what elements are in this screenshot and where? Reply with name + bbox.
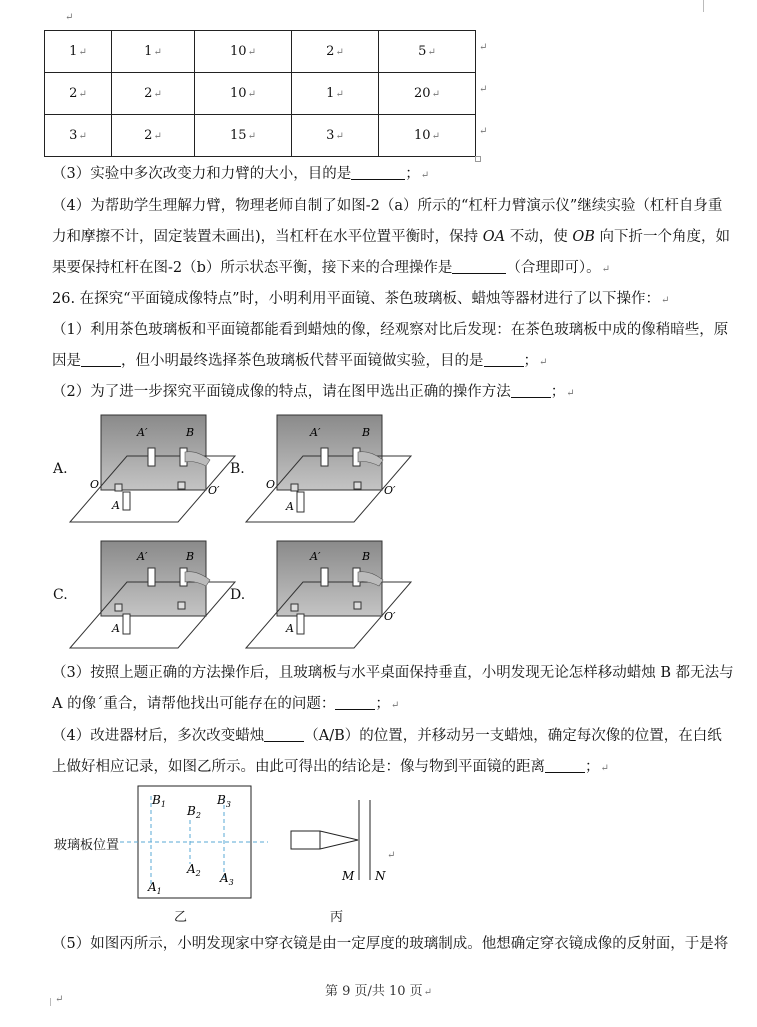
answer-blank[interactable] xyxy=(511,383,551,398)
table-cell: 20↵ xyxy=(379,73,476,115)
question-26-5: （5）如图丙所示，小明发现家中穿衣镜是由一定厚度的玻璃制成。他想确定穿衣镜成像的反射面，于是将 xyxy=(52,936,729,952)
question-26-4-line1: （4）改进器材后，多次改变蜡烛 （A/B）的位置，并移动另一支蜡烛，确定每次像的位置，在白纸 xyxy=(52,728,722,744)
label-b: B xyxy=(362,550,371,563)
answer-blank[interactable] xyxy=(452,259,506,274)
label-a: A xyxy=(112,499,120,512)
table-cell: 2↵ xyxy=(45,73,112,115)
label-a: A xyxy=(286,622,294,635)
label-n: N xyxy=(375,869,386,883)
table-row xyxy=(45,73,476,115)
label-b1: B xyxy=(152,793,161,807)
option-a-label[interactable]: A. xyxy=(53,461,68,477)
label-b: B xyxy=(362,426,371,439)
label-o: O xyxy=(90,478,100,491)
label-a-prime: A′ xyxy=(310,550,321,563)
page-footer: 第 9 页/共 10 页↵ xyxy=(324,984,433,999)
question-26-intro: 26. 在探究“平面镜成像特点”时，小明利用平面镜、茶色玻璃板、蜡烛等器材进行了以下操作：↵ xyxy=(52,291,670,307)
table-cell: 5↵ xyxy=(379,31,476,73)
label-o-prime: O′ xyxy=(384,610,396,623)
label-a3: A xyxy=(220,871,229,885)
label-b1-sub: 1 xyxy=(160,800,166,809)
table-row xyxy=(45,115,476,157)
experiment-options-figure xyxy=(62,410,622,666)
table-resize-handle[interactable] xyxy=(475,156,481,162)
figure-bing-caption: 丙 xyxy=(330,910,344,925)
label-b: B xyxy=(186,550,195,563)
table-row xyxy=(45,31,476,73)
svg-text:B2 xyxy=(186,804,201,820)
label-m: M xyxy=(342,869,355,883)
table-cell: 2↵ xyxy=(112,115,195,157)
glass-position-label: 玻璃板位置 xyxy=(54,838,120,853)
table-cell: 10↵ xyxy=(379,115,476,157)
label-b3-sub: 3 xyxy=(225,800,231,809)
question-25-4-line2: 力和摩擦不计，固定装置未画出)，当杠杆在水平位置平衡时，保持 OA 不动，使 OB 向下折一个角度，如 xyxy=(52,229,730,245)
margin-marker xyxy=(50,998,51,1006)
label-a-prime: A′ xyxy=(310,426,321,439)
label-a1-sub: 1 xyxy=(156,887,162,896)
answer-blank[interactable] xyxy=(264,727,304,742)
question-26-3-line2: A 的像ˊ重合，请帮他找出可能存在的问题： ；↵ xyxy=(52,696,400,712)
option-b-figure[interactable] xyxy=(246,415,411,522)
svg-text:B1 xyxy=(151,793,166,809)
svg-text:A1 xyxy=(147,880,162,896)
table-cell: 2↵ xyxy=(292,31,379,73)
option-d-figure[interactable] xyxy=(246,541,411,648)
svg-text:B3 xyxy=(216,793,231,809)
label-a2-sub: 2 xyxy=(195,869,201,878)
option-c-label[interactable]: C. xyxy=(53,587,68,603)
label-b: B xyxy=(186,426,195,439)
figure-bing xyxy=(291,800,386,883)
label-a: A xyxy=(286,500,294,513)
label-a3-sub: 3 xyxy=(228,878,234,887)
answer-blank[interactable] xyxy=(545,758,585,773)
table-cell: 15↵ xyxy=(195,115,292,157)
question-25-3: （3）实验中多次改变力和力臂的大小，目的是 ；↵ xyxy=(52,166,430,182)
table-cell: 2↵ xyxy=(112,73,195,115)
option-c-figure[interactable] xyxy=(70,541,235,648)
label-b3: B xyxy=(217,793,226,807)
figure-yi-caption: 乙 xyxy=(174,910,188,925)
question-26-2: （2）为了进一步探究平面镜成像的特点，请在图甲选出正确的操作方法 ；↵ xyxy=(52,384,575,400)
label-a-prime: A′ xyxy=(137,426,148,439)
table-cell: 10↵ xyxy=(195,31,292,73)
table-cell: 1↵ xyxy=(292,73,379,115)
option-a-figure[interactable] xyxy=(70,415,235,522)
table-cell: 1↵ xyxy=(45,31,112,73)
answer-blank[interactable] xyxy=(81,352,121,367)
paragraph-mark: ↵ xyxy=(387,850,396,861)
label-o-prime: O′ xyxy=(384,484,396,497)
svg-text:A3 xyxy=(219,871,234,887)
question-26-3-line1: （3）按照上题正确的方法操作后，且玻璃板与水平桌面保持垂直，小明发现无论怎样移动蜡烛 B 都无法与 xyxy=(52,665,734,681)
answer-blank[interactable] xyxy=(335,695,375,710)
table-cell: 1↵ xyxy=(112,31,195,73)
label-o-prime: O′ xyxy=(208,484,220,497)
label-a1: A xyxy=(148,880,157,894)
data-table xyxy=(44,30,476,157)
question-26-1-line2: 因是 ，但小明最终选择茶色玻璃板代替平面镜做实验，目的是 ；↵ xyxy=(52,353,548,369)
table-cell: 3↵ xyxy=(45,115,112,157)
figure-yi xyxy=(120,786,268,898)
table-cell: 3↵ xyxy=(292,115,379,157)
label-a: A xyxy=(112,622,120,635)
question-26-1-line1: （1）利用茶色玻璃板和平面镜都能看到蜡烛的像，经观察对比后发现：在茶色玻璃板中成的像稍暗些，原 xyxy=(52,322,729,338)
question-25-4-line3: 果要保持杠杆在图-2（b）所示状态平衡，接下来的合理操作是 （合理即可）。↵ xyxy=(52,260,611,276)
option-d-label[interactable]: D. xyxy=(230,587,246,603)
answer-blank[interactable] xyxy=(484,352,524,367)
paragraph-mark: ↵ xyxy=(65,12,74,23)
label-a2: A xyxy=(187,862,196,876)
question-26-4-line2: 上做好相应记录，如图乙所示。由此可得出的结论是：像与物到平面镜的距离 ；↵ xyxy=(52,759,609,775)
row-end-mark: ↵ xyxy=(479,84,488,95)
option-b-label[interactable]: B. xyxy=(230,461,245,477)
margin-marker xyxy=(703,0,704,12)
table-cell: 10↵ xyxy=(195,73,292,115)
svg-text:A2 xyxy=(186,862,201,878)
label-b2: B xyxy=(187,804,196,818)
label-a-prime: A′ xyxy=(137,550,148,563)
question-25-4-line1: （4）为帮助学生理解力臂，物理老师自制了如图-2（a）所示的“杠杆力臂演示仪”继续实验（杠杆自身重 xyxy=(52,198,723,214)
label-o: O xyxy=(266,478,276,491)
paragraph-mark: ↵ xyxy=(55,994,64,1005)
label-b2-sub: 2 xyxy=(195,811,201,820)
answer-blank[interactable] xyxy=(351,165,405,180)
row-end-mark: ↵ xyxy=(479,126,488,137)
row-end-mark: ↵ xyxy=(479,42,488,53)
